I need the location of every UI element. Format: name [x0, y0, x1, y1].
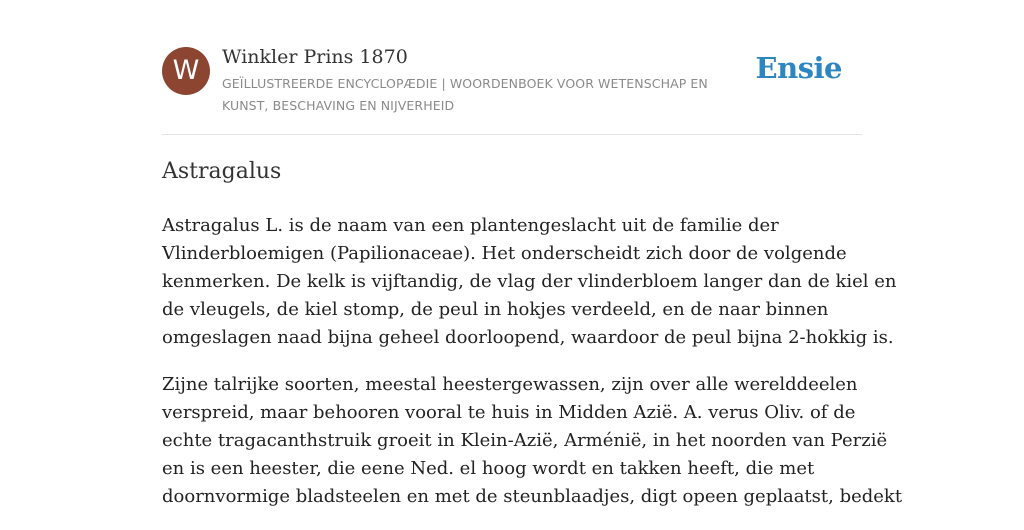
paragraph-line: doornvormige bladsteelen en met de steunblaadjes, digt opeen geplaatst, bedekt — [162, 486, 903, 507]
paragraph-line: Vlinderbloemigen (Papilionaceae). Het onderscheidt zich door de volgende — [162, 243, 847, 264]
paragraph-line: omgeslagen naad bijna geheel doorloopend, waardoor de peul bijna 2-hokkig is. — [162, 327, 894, 348]
article-body — [162, 212, 903, 530]
paragraph-line: de vleugels, de kiel stomp, de peul in hokjes verdeeld, en de naar binnen — [162, 299, 829, 320]
paragraph-1 — [162, 212, 897, 352]
paragraph-line: en is een heester, die eene Ned. el hoog wordt en takken heeft, die met — [162, 458, 815, 479]
ensie-logo-link[interactable]: Ensie — [755, 51, 842, 85]
page-container — [162, 0, 903, 507]
source-avatar[interactable]: W — [162, 47, 210, 95]
paragraph-line: Astragalus L. is de naam van een plantengeslacht uit de familie der — [162, 215, 779, 236]
article-title: Astragalus — [162, 159, 282, 184]
paragraph-line: echte tragacanthstruik groeit in Klein-Azië, Arménië, in het noorden van Perzië — [162, 430, 888, 451]
paragraph-line: verspreid, maar behooren vooral te huis in Midden Azië. A. verus Oliv. of de — [162, 402, 856, 423]
source-header — [162, 0, 862, 135]
paragraph-line: kenmerken. De kelk is vijftandig, de vlag der vlinderbloem langer dan de kiel en — [162, 271, 897, 292]
paragraph-line: Zijne talrijke soorten, meestal heestergewassen, zijn over alle werelddeelen — [162, 374, 858, 395]
paragraph-2 — [162, 371, 903, 511]
source-subtitle: GEÏLLUSTREERDE ENCYCLOPÆDIE | WOORDENBOEK VOOR WETENSCHAP EN KUNST, BESCHAVING EN NIJVERHEID — [222, 76, 708, 113]
source-title[interactable]: Winkler Prins 1870 — [222, 46, 408, 68]
